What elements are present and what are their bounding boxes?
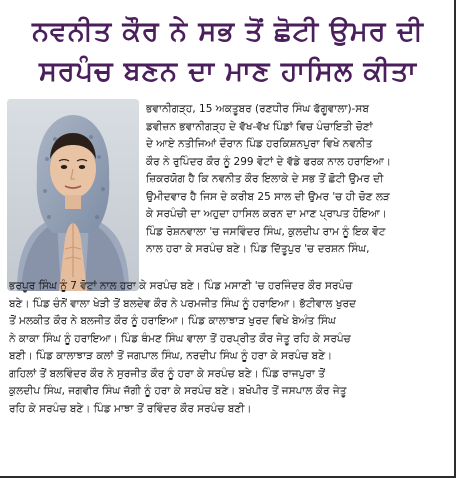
portrait-photo (7, 99, 139, 291)
portrait-illustration (7, 99, 139, 291)
article-line: ਜ਼ਿਕਰਯੋਗ ਹੈ ਕਿ ਨਵਨੀਤ ਕੌਰ ਇਲਾਕੇ ਦੇ ਸਭ ਤੋਂ ਛੋਟੀ ਉਮਰ ਦੀ (146, 173, 384, 185)
article-line: ਬਣੇ। ਪਿੰਡ ਚੰਨੋਂ ਵਾਲਾ ਖੇੜੀ ਤੋਂ ਬਲਦੇਵ ਕੌਰ ਨੇ ਪਰਮਜੀਤ ਸਿੰਘ ਨੂੰ ਹਰਾਇਆ। ਭੱਟੀਵਾਲ ਖੁਰਦ (9, 297, 356, 310)
article-body (9, 278, 449, 418)
article-line: ਨੇ ਕਾਕਾ ਸਿੰਘ ਨੂੰ ਹਰਾਇਆ। ਪਿੰਡ ਥੰਮਣ ਸਿੰਘ ਵਾਲਾ ਤੋਂ ਹਰਪ੍ਰੀਤ ਕੌਰ ਜੇਤੂ ਰਹਿ ਕੇ ਸਰਪੰਚ (9, 332, 351, 345)
article-line: ਡਵੀਜ਼ਨ ਭਵਾਨੀਗੜ੍ਹ ਦੇ ਵੱਖ-ਵੱਖ ਪਿੰਡਾਂ ਵਿਚ ਪੰਚਾਇਤੀ ਚੋਣਾਂ (146, 120, 373, 133)
article-line: ਗਹਿਲਾਂ ਤੋਂ ਬਲਵਿੰਦਰ ਕੌਰ ਨੇ ਸੁਰਜੀਤ ਕੌਰ ਨੂੰ ਹਰਾ ਕੇ ਸਰਪੰਚ ਬਣੇ। ਪਿੰਡ ਰਾਜਪੁਰਾ ਤੋਂ (9, 367, 325, 380)
article-line: ਕੇ ਸਰਪੰਚੀ ਦਾ ਅਹੁਦਾ ਹਾਸਿਲ ਕਰਨ ਦਾ ਮਾਣ ਪ੍ਰਾਪਤ ਹੋਇਆ। (146, 208, 387, 220)
article-line: ਉਮੀਦਵਾਰ ਹੈ ਜਿਸ ਦੇ ਕਰੀਬ 25 ਸਾਲ ਦੀ ਉਮਰ 'ਚ ਹੀ ਚੋਣ ਲੜ (146, 190, 390, 203)
article-intro-column (146, 101, 446, 259)
headline-line-2: ਸਰਪੰਚ ਬਣਨ ਦਾ ਮਾਣ ਹਾਸਿਲ ਕੀਤਾ (38, 56, 418, 87)
headline-line-1: ਨਵਨੀਤ ਕੌਰ ਨੇ ਸਭ ਤੋਂ ਛੋਟੀ ਉਮਰ ਦੀ (32, 16, 424, 47)
article-line: ਪਿੰਡ ਰੋਸ਼ਨਵਾਲਾ 'ਚ ਜਸਵਿੰਦਰ ਸਿੰਘ, ਕੁਲਦੀਪ ਰਾਮ ਨੂੰ ਇਕ ਵੋਟ (146, 225, 386, 238)
article-line: ਦੇ ਆਏ ਨਤੀਜਿਆਂ ਦੌਰਾਨ ਪਿੰਡ ਹਰਕਿਸ਼ਨਪੁਰਾ ਵਿਖੇ ਨਵਨੀਤ (146, 138, 373, 150)
article-line: ਰਹਿ ਕੇ ਸਰਪੰਚ ਬਣੇ। ਪਿੰਡ ਮਾਝਾ ਤੋਂ ਰਵਿੰਦਰ ਕੌਰ ਸਰਪੰਚ ਬਣੀ। (9, 402, 252, 415)
article-line: ਨਾਲ ਹਰਾ ਕੇ ਸਰਪੰਚ ਬਣੇ। ਪਿੰਡ ਦਿੱਤੂਪੁਰ 'ਚ ਦਰਸ਼ਨ ਸਿੰਘ, (146, 243, 370, 255)
article-line: ਭਰਪੂਰ ਸਿੰਘ ਨੂੰ 7 ਵੋਟਾਂ ਨਾਲ ਹਰਾ ਕੇ ਸਰਪੰਚ ਬਣੇ। ਪਿੰਡ ਮਸਾਣੀ 'ਚ ਹਰਜਿੰਦਰ ਕੌਰ ਸਰਪੰਚ (9, 280, 353, 292)
article-line: ਤੋਂ ਮਲਕੀਤ ਕੌਰ ਨੇ ਬਲਜੀਤ ਕੌਰ ਨੂੰ ਹਰਾਇਆ। ਪਿੰਡ ਕਾਲਾਝਾੜ ਖੁਰਦ ਵਿਖੇ ਬੇਅੰਤ ਸਿੰਘ (9, 315, 336, 327)
article-line: ਕੌਰ ਨੇ ਰੁਪਿੰਦਰ ਕੌਰ ਨੂੰ 299 ਵੋਟਾਂ ਦੇ ਵੱਡੇ ਫਰਕ ਨਾਲ ਹਰਾਇਆ। (146, 155, 392, 168)
article-line: ਬਣੀ। ਪਿੰਡ ਕਾਲਾਝਾੜ ਕਲਾਂ ਤੋਂ ਜਗਪਾਲ ਸਿੰਘ, ਨਰਦੀਪ ਸਿੰਘ ਨੂੰ ਹਰਾ ਕੇ ਸਰਪੰਚ ਬਣੇ। (9, 350, 333, 362)
article-line: ਕੁਲਦੀਪ ਸਿੰਘ, ਜਗਵੀਰ ਸਿੰਘ ਜੱਗੀ ਨੂੰ ਹਰਾ ਕੇ ਸਰਪੰਚ ਬਣੇ। ਬਖੋਪੀਰ ਤੋਂ ਜਸਪਾਲ ਕੌਰ ਜੇਤੂ (9, 385, 347, 397)
article-line: ਭਵਾਨੀਗੜ੍ਹ, 15 ਅਕਤੂਬਰ (ਰਣਧੀਰ ਸਿੰਘ ਫੱਗੂਵਾਲਾ)-ਸਬ (146, 103, 369, 115)
